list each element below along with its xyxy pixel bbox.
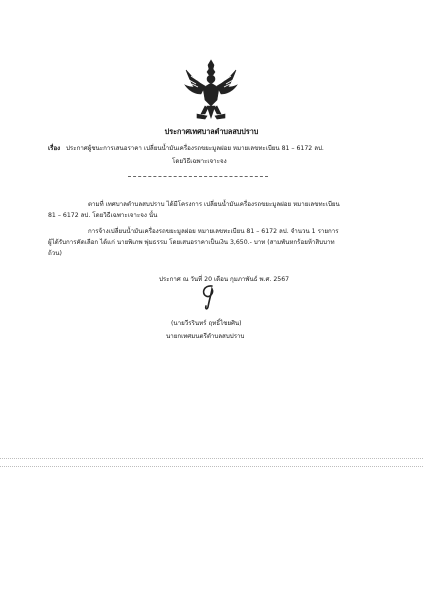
signer-name: (นายวีรรินทร์ ฤทธิ์ไชยศิน) [171,320,242,327]
paragraph-1-line-2: 81 – 6172 ลป. โดยวิธีเฉพาะเจาะจง นั้น [48,212,158,219]
paragraph-2-line-1: การจ้างเปลี่ยนน้ำมันเครื่องรถขยะมูลฝอย หมายเลขทะเบียน 81 – 6172 ลป. จำนวน 1 รายการ [88,228,339,235]
subject-text: ประกาศผู้ชนะการเสนอราคา เปลี่ยนน้ำมันเครื่องรถขยะมูลฝอย หมายเลขทะเบียน 81 – 6172 ลป. [66,145,324,152]
scan-artifact-line [0,466,423,467]
announcement-date: ประกาศ ณ วันที่ 20 เดือน กุมภาพันธ์ พ.ศ. 2567 [159,276,290,283]
subject-method: โดยวิธีเฉพาะเจาะจง [172,158,227,165]
subject-label: เรื่อง [48,145,61,152]
paragraph-2-line-3: ถ้วน) [48,250,62,257]
scan-artifact-line [0,458,423,459]
signature [196,283,222,311]
paragraph-1-line-1: ตามที่ เทศบาลตำบลสบปราบ ได้มีโครงการ เปลี่ยนน้ำมันเครื่องรถขยะมูลฝอย หมายเลขทะเบียน [88,201,340,208]
paragraph-2-line-2: ผู้ได้รับการคัดเลือก ได้แก่ นายพิเภพ พุ่มธรรม โดยเสนอราคาเป็นเงิน 3,650.- บาท (สามพันหกร้อยห้าสิบบาท [48,239,335,246]
divider-line [128,176,268,177]
signer-position: นายกเทศมนตรีตำบลสบปราบ [166,333,245,340]
garuda-emblem [183,56,239,122]
announcement-title: ประกาศเทศบาลตำบลสบปราบ [164,127,259,136]
